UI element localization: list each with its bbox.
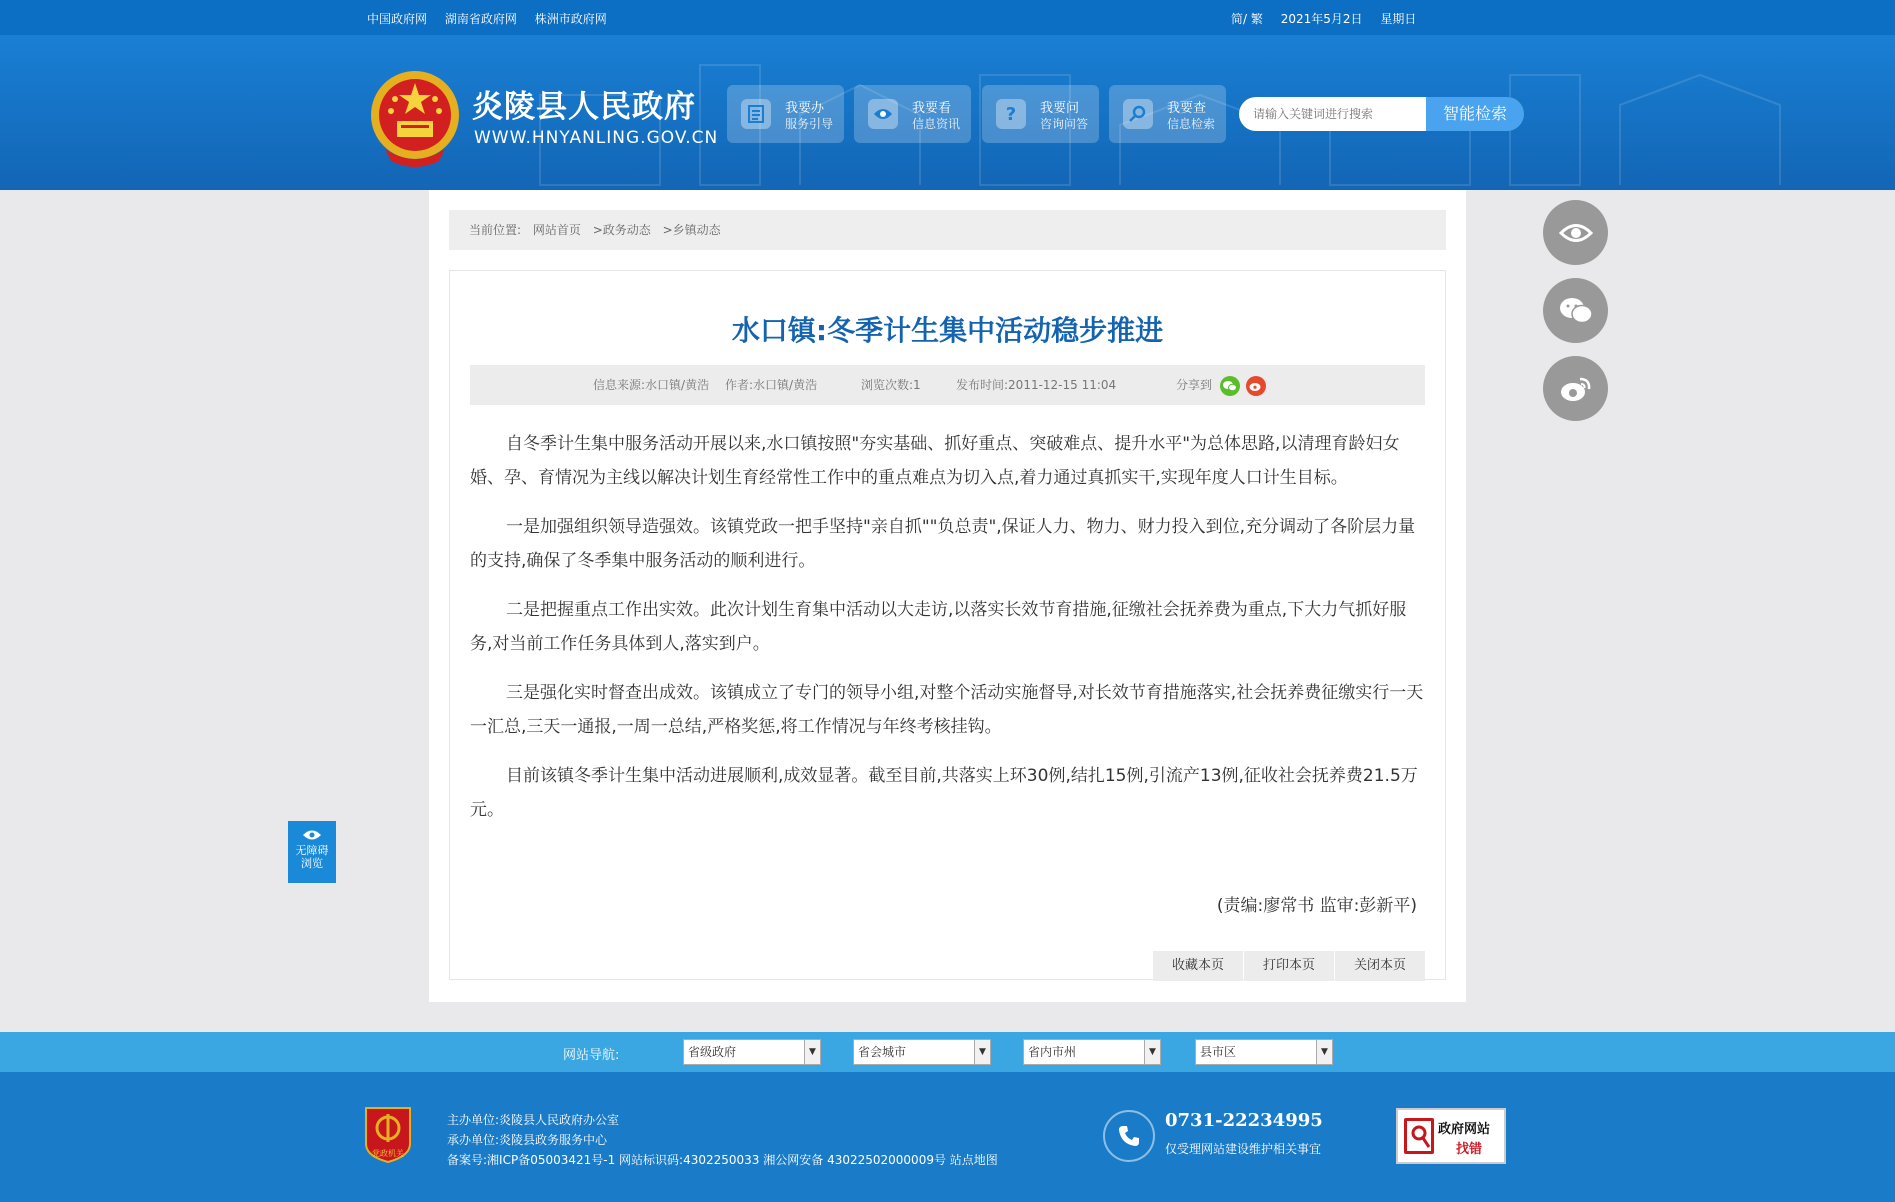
meta-author: 作者:水口镇/黄浩: [725, 378, 818, 392]
gov-links: [367, 10, 621, 27]
phone-icon: [1103, 1110, 1155, 1162]
article-paragraph: 自冬季计生集中服务活动开展以来,水口镇按照"夯实基础、抓好重点、突破难点、提升水平"为总体思路,以清理育龄妇女婚、孕、育情况为主线以解决计划生育经常性工作中的重点难点为切入点,着力通过真抓实干,实现年度人口计生目标。: [470, 434, 1400, 488]
article-title: 水口镇:冬季计生集中活动稳步推进: [731, 314, 1164, 347]
site-header: [0, 35, 1895, 190]
accessibility-button[interactable]: [288, 821, 336, 883]
print-page-button[interactable]: 打印本页: [1244, 951, 1334, 981]
eye-icon: [302, 829, 322, 841]
article-paragraph: 一是加强组织领导造强效。该镇党政一把手坚持"亲自抓""负总责",保证人力、物力、财力投入到位,充分调动了各阶层力量的支持,确保了冬季集中服务活动的顺利进行。: [470, 517, 1416, 571]
weibo-icon: [1560, 376, 1592, 402]
info-news-sublabel: 信息资讯: [912, 117, 961, 131]
bookmark-page-button[interactable]: 收藏本页: [1153, 951, 1243, 981]
consult-qa-button[interactable]: [982, 85, 1099, 143]
meta-source: 信息来源:水口镇/黄浩: [593, 378, 710, 392]
accessibility-label-line1: 无障碍: [295, 844, 329, 857]
site-url: WWW.HNYANLING.GOV.CN: [474, 128, 719, 148]
lang-switch[interactable]: 简/ 繁: [1231, 12, 1263, 26]
gov-site-find-error-button[interactable]: [1396, 1108, 1506, 1164]
footer-host: 主办单位:炎陵县人民政府办公室: [447, 1113, 620, 1127]
main-content: [429, 190, 1466, 1002]
info-search-sublabel: 信息检索: [1167, 117, 1216, 131]
top-right-info: [1231, 10, 1430, 27]
meta-views: 浏览次数:1: [861, 378, 921, 392]
current-date: 2021年5月2日: [1280, 12, 1363, 26]
chevron-down-icon: ▼: [974, 1040, 990, 1064]
float-weibo-button[interactable]: [1543, 356, 1608, 421]
capital-city-select-value: 省会城市: [858, 1045, 907, 1059]
info-news-button[interactable]: [854, 85, 971, 143]
accessibility-label-line2: 浏览: [301, 857, 323, 870]
consult-qa-sublabel: 咨询问答: [1040, 117, 1089, 131]
breadcrumb-home[interactable]: 网站首页: [532, 223, 581, 237]
info-search-label: 我要查: [1167, 101, 1207, 116]
nav-label: 网站导航:: [563, 1048, 620, 1063]
question-icon: ?: [996, 99, 1026, 129]
link-zhuzhou-gov[interactable]: 株洲市政府网: [534, 12, 607, 26]
province-gov-select-value: 省级政府: [688, 1045, 737, 1059]
chevron-down-icon: ▼: [804, 1040, 820, 1064]
footer-phone-note: 仅受理网站建设维护相关事宜: [1165, 1142, 1322, 1156]
breadcrumb-gov-news[interactable]: >政务动态: [592, 223, 651, 237]
capital-city-select[interactable]: [853, 1039, 991, 1065]
article-paragraph: 二是把握重点工作出实效。此次计划生育集中活动以大走访,以落实长效节育措施,征缴社会抚养费为重点,下大力气抓好服务,对当前工作任务具体到人,落实到户。: [470, 600, 1407, 654]
info-search-button[interactable]: [1109, 85, 1226, 143]
footer-info: [447, 1110, 998, 1170]
search-input[interactable]: [1239, 97, 1426, 131]
site-navigation-bar: [0, 1032, 1895, 1072]
top-bar: [0, 0, 1895, 35]
county-select[interactable]: [1195, 1039, 1333, 1065]
current-weekday: 星期日: [1380, 12, 1417, 26]
breadcrumb-label: 当前位置:: [469, 223, 522, 237]
breadcrumb: [449, 210, 1446, 250]
find-error-title: 政府网站: [1438, 1122, 1491, 1137]
article-paragraph: 目前该镇冬季计生集中活动进展顺利,成效显著。截至目前,共落实上环30例,结扎15例,引流产13例,征收社会抚养费21.5万元。: [470, 766, 1418, 820]
article-meta: [470, 365, 1425, 405]
site-footer: [0, 1072, 1895, 1202]
chevron-down-icon: ▼: [1316, 1040, 1332, 1064]
eye-icon: [1559, 222, 1593, 244]
service-guide-label: 我要办: [785, 101, 825, 116]
province-city-select[interactable]: [1023, 1039, 1161, 1065]
link-hunan-gov[interactable]: 湖南省政府网: [444, 12, 517, 26]
float-wechat-button[interactable]: [1543, 278, 1608, 343]
service-guide-button[interactable]: [727, 85, 844, 143]
province-city-select-value: 省内市州: [1028, 1045, 1077, 1059]
meta-share-label: 分享到: [1176, 378, 1213, 392]
party-gov-badge-icon[interactable]: [362, 1104, 414, 1164]
meta-time: 发布时间:2011-12-15 11:04: [956, 378, 1117, 392]
footer-organizer: 承办单位:炎陵县政务服务中心: [447, 1133, 608, 1147]
search-icon: [1123, 99, 1153, 129]
national-emblem-icon: [367, 69, 463, 171]
site-title: 炎陵县人民政府: [472, 89, 696, 125]
close-page-button[interactable]: 关闭本页: [1335, 951, 1425, 981]
article-body: [470, 427, 1425, 842]
magnifier-icon: [1404, 1118, 1434, 1154]
county-select-value: 县市区: [1200, 1045, 1237, 1059]
wechat-icon: [1559, 297, 1593, 325]
svg-text:党政机关: 党政机关: [372, 1149, 404, 1158]
weibo-share-icon[interactable]: [1246, 376, 1266, 396]
breadcrumb-town-news[interactable]: >乡镇动态: [662, 223, 721, 237]
article-paragraph: 三是强化实时督查出成效。该镇成立了专门的领导小组,对整个活动实施督导,对长效节育措施落实,社会抚养费征缴实行一天一汇总,三天一通报,一周一总结,严格奖惩,将工作情况与年终考核挂钩。: [470, 683, 1424, 737]
consult-qa-label: 我要问: [1040, 101, 1080, 116]
footer-record: 备案号:湘ICP备05003421号-1 网站标识码:4302250033 湘公网安备 43022502000009号 站点地图: [447, 1153, 998, 1167]
link-gov-cn[interactable]: 中国政府网: [367, 12, 428, 26]
eye-icon: [868, 99, 898, 129]
wechat-share-icon[interactable]: [1220, 376, 1240, 396]
find-error-subtitle: 找错: [1456, 1142, 1483, 1157]
article-editor: (责编:廖常书 监审:彭新平): [1216, 896, 1417, 916]
footer-phone: 0731-22234995: [1165, 1110, 1323, 1131]
article: [449, 270, 1446, 980]
province-gov-select[interactable]: [683, 1039, 821, 1065]
article-actions: [1152, 951, 1425, 981]
chevron-down-icon: ▼: [1144, 1040, 1160, 1064]
smart-search-button[interactable]: 智能检索: [1426, 97, 1524, 131]
document-icon: [741, 99, 771, 129]
info-news-label: 我要看: [912, 101, 952, 116]
service-guide-sublabel: 服务引导: [785, 117, 834, 131]
float-eye-button[interactable]: [1543, 200, 1608, 265]
